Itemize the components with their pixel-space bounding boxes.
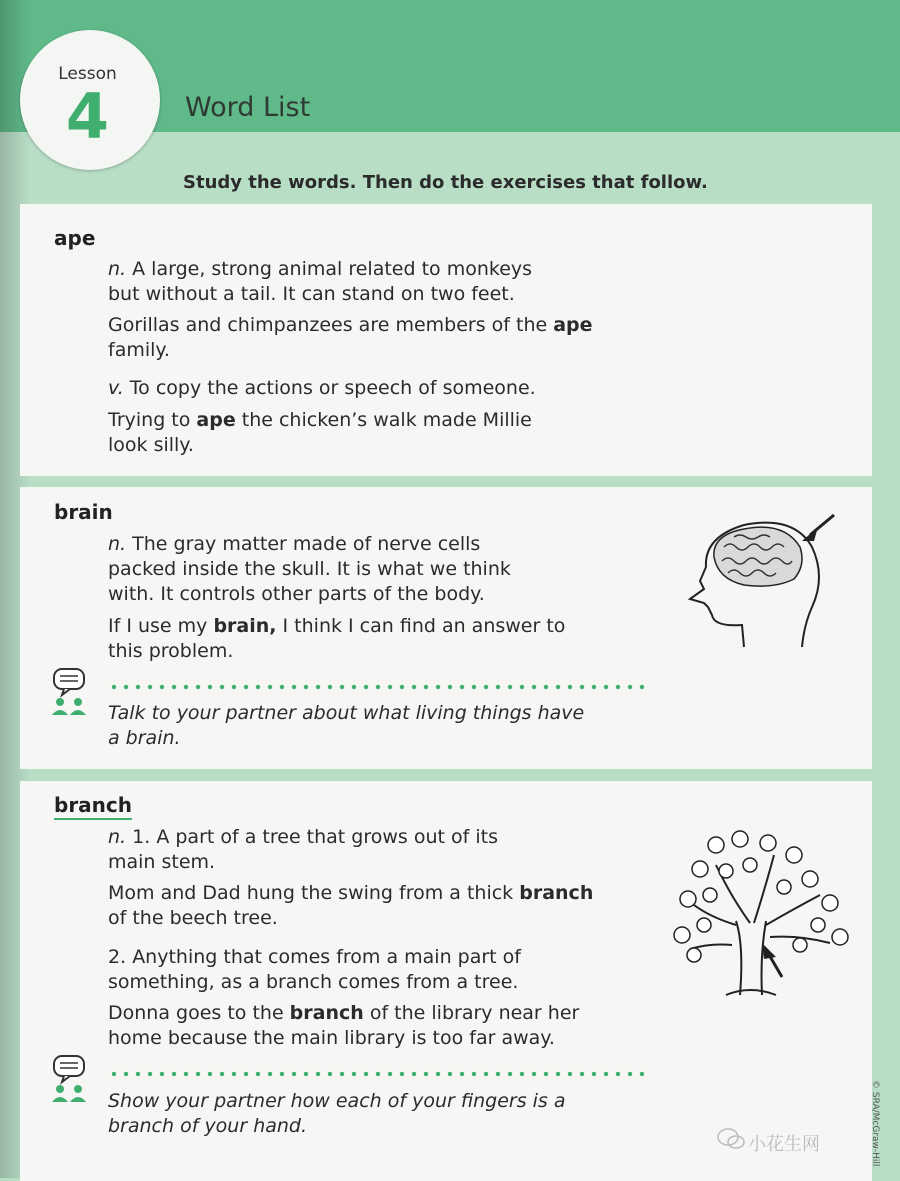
definition-line: with. It controls other parts of the body.: [108, 583, 485, 605]
definition-line: v. To copy the actions or speech of someone.: [108, 377, 536, 399]
definition-line: something, as a branch comes from a tree.: [108, 971, 519, 993]
instructions: Study the words. Then do the exercises that follow.: [183, 172, 708, 193]
definition-line: main stem.: [108, 851, 216, 873]
entry-card-ape: [20, 204, 872, 476]
partner-activity-line: branch of your hand.: [108, 1115, 308, 1137]
chat-watermark-icon: [716, 1126, 746, 1152]
definition-line: n. A large, strong animal related to monkeys: [108, 258, 533, 280]
example-line: home because the main library is too far away.: [108, 1027, 555, 1049]
entry-term: branch: [54, 793, 132, 820]
talk-partners-icon: [50, 667, 92, 719]
entry-card-branch: [20, 781, 872, 1181]
talk-partners-icon: [50, 1054, 92, 1106]
lesson-number: 4: [65, 80, 110, 153]
definition-line: but without a tail. It can stand on two feet.: [108, 283, 515, 305]
example-line: If I use my brain, I think I can find an answer to: [108, 615, 566, 637]
definition-line: n. 1. A part of a tree that grows out of its: [108, 826, 498, 848]
partner-activity-line: Talk to your partner about what living things have: [108, 702, 585, 724]
example-line: of the beech tree.: [108, 907, 278, 929]
partner-activity-line: a brain.: [108, 727, 181, 749]
example-line: Gorillas and chimpanzees are members of the ape: [108, 314, 593, 336]
partner-activity-line: Show your partner how each of your fingers is a: [108, 1090, 566, 1112]
page-title: Word List: [185, 92, 311, 123]
entry-card-brain: [20, 487, 872, 769]
head-with-brain-icon: [684, 507, 844, 667]
copyright-side-text: © SRA/McGraw-Hill: [870, 1080, 880, 1167]
dotted-divider: [108, 1071, 648, 1077]
entry-term: brain: [54, 500, 113, 524]
part-of-speech: n.: [108, 533, 127, 555]
part-of-speech: n.: [108, 258, 127, 280]
example-line: this problem.: [108, 640, 234, 662]
definition-line: n. The gray matter made of nerve cells: [108, 533, 481, 555]
example-line: Trying to ape the chicken’s walk made Millie: [108, 409, 532, 431]
entry-term: ape: [54, 226, 96, 250]
watermark-text: 小花生网: [748, 1134, 820, 1155]
example-line: Donna goes to the branch of the library near her: [108, 1002, 580, 1024]
dotted-divider: [108, 684, 648, 690]
definition-line: 2. Anything that comes from a main part of: [108, 946, 521, 968]
lesson-badge: [20, 30, 160, 170]
tree-icon: [670, 825, 852, 1001]
part-of-speech: n.: [108, 826, 127, 848]
example-line: family.: [108, 339, 170, 361]
example-line: Mom and Dad hung the swing from a thick branch: [108, 882, 594, 904]
definition-line: packed inside the skull. It is what we think: [108, 558, 511, 580]
example-line: look silly.: [108, 434, 194, 456]
part-of-speech: v.: [108, 377, 124, 399]
lesson-label: Lesson: [58, 64, 117, 84]
